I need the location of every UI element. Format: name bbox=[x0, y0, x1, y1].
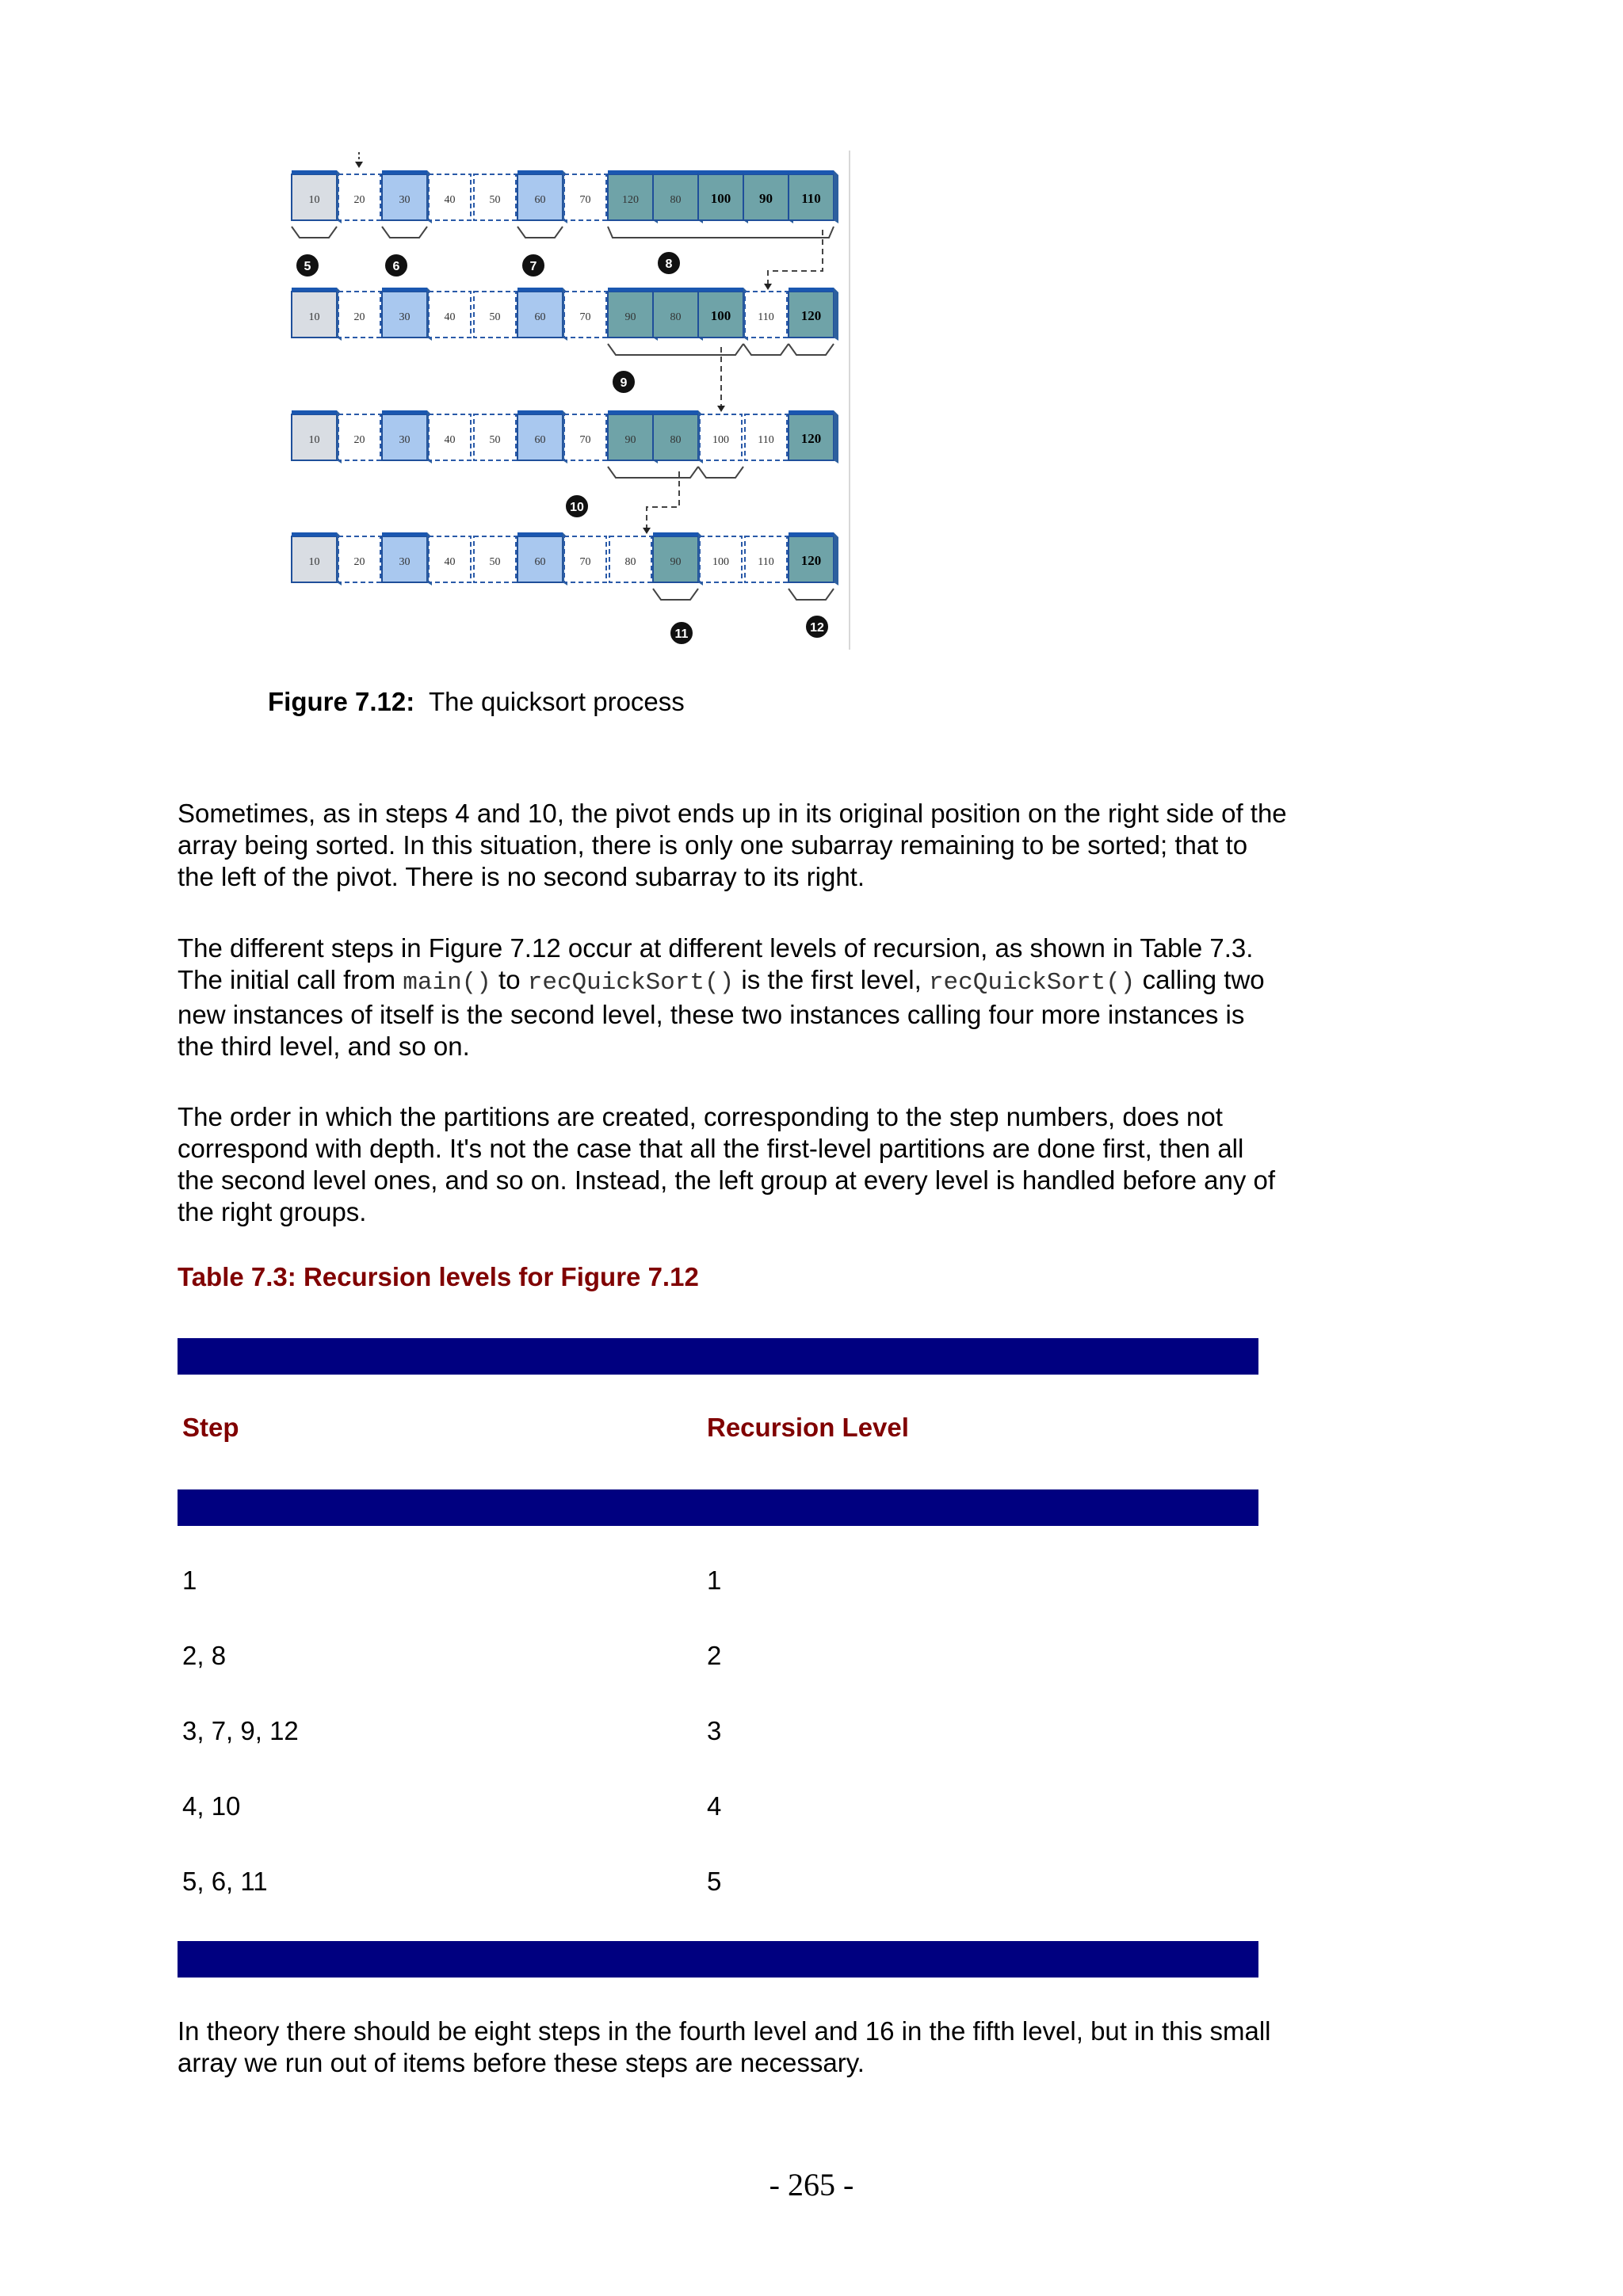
partition-bracket bbox=[789, 344, 834, 355]
cell-value: 50 bbox=[489, 311, 501, 323]
step-number: 5 bbox=[304, 260, 311, 273]
cell-value: 90 bbox=[624, 434, 636, 446]
cell-value: 20 bbox=[353, 311, 365, 323]
table-cell-step: 4, 10 bbox=[182, 1791, 241, 1821]
cell-value: 10 bbox=[308, 194, 320, 206]
cell-value: 70 bbox=[579, 556, 591, 568]
table-cell-level: 2 bbox=[707, 1641, 722, 1670]
array-cell-top bbox=[382, 410, 427, 414]
step-number: 6 bbox=[392, 260, 400, 273]
arrow-head bbox=[643, 528, 651, 534]
table-cell-level: 5 bbox=[707, 1867, 722, 1896]
cell-value: 70 bbox=[579, 434, 591, 446]
array-cell-side bbox=[834, 288, 838, 341]
cell-value: 120 bbox=[622, 194, 639, 206]
array-cell-top bbox=[292, 410, 337, 414]
cell-value: 80 bbox=[670, 434, 682, 446]
array-cell-top bbox=[292, 288, 337, 292]
table-title: Table 7.3: Recursion levels for Figure 7.12 bbox=[178, 1262, 699, 1291]
array-cell-top bbox=[743, 170, 789, 174]
partition-bracket bbox=[608, 227, 834, 238]
figure-caption bbox=[268, 687, 685, 717]
cell-value: 20 bbox=[353, 194, 365, 206]
figure-caption-text: The quicksort process bbox=[428, 687, 685, 716]
cell-value: 20 bbox=[353, 556, 365, 568]
array-cell-top bbox=[517, 288, 563, 292]
table-header-recursion-level: Recursion Level bbox=[707, 1413, 909, 1442]
cell-value: 80 bbox=[670, 311, 682, 323]
cell-value: 90 bbox=[670, 556, 682, 568]
cell-value: 30 bbox=[399, 194, 411, 206]
array-cell-top bbox=[517, 170, 563, 174]
array-cell-top bbox=[653, 410, 698, 414]
table-cell-step: 5, 6, 11 bbox=[182, 1867, 268, 1896]
paragraph-recursion-levels bbox=[178, 933, 1287, 1062]
step-number: 12 bbox=[810, 621, 824, 635]
array-cell-top bbox=[698, 170, 743, 174]
array-cell-top bbox=[789, 532, 834, 536]
partition-bracket bbox=[517, 227, 563, 238]
array-cell-top bbox=[382, 532, 427, 536]
quicksort-figure bbox=[285, 151, 856, 650]
array-cell-top bbox=[608, 410, 653, 414]
cell-value: 30 bbox=[399, 434, 411, 446]
code-recquicksort: recQuickSort() bbox=[527, 969, 735, 997]
cell-value: 100 bbox=[710, 191, 731, 206]
arrow-head bbox=[764, 284, 772, 290]
array-cell-top bbox=[517, 532, 563, 536]
step-number: 7 bbox=[529, 260, 537, 273]
step-number: 10 bbox=[570, 501, 584, 514]
array-cell-top bbox=[789, 170, 834, 174]
paragraph-text: calling two new instances of itself is the second level, these two instances calling four more instances is the third level, and so on. bbox=[178, 965, 1265, 1061]
cell-value: 90 bbox=[624, 311, 636, 323]
cell-value: 60 bbox=[534, 556, 546, 568]
cell-value: 50 bbox=[489, 194, 501, 206]
cell-value: 40 bbox=[444, 311, 456, 323]
table-header-step: Step bbox=[182, 1413, 239, 1442]
array-cell-top bbox=[292, 170, 337, 174]
partition-bracket bbox=[608, 344, 743, 355]
step-number: 11 bbox=[674, 627, 689, 641]
table-cell-level: 4 bbox=[707, 1791, 722, 1821]
paragraph-pivot-position: Sometimes, as in steps 4 and 10, the pivot ends up in its original position on the right side of the array being sorted. In this situation, there is only one subarray remaining to be sorted; that to the left of the pivot. There is no second subarray to its right. bbox=[178, 799, 1287, 891]
array-cell-side bbox=[834, 410, 838, 463]
paragraph-partition-order: The order in which the partitions are created, corresponding to the step numbers, does not correspond with depth. It's not the case that all the first-level partitions are done first, then all the second level ones, and so on. Instead, the left group at every level is handled before any of the right groups. bbox=[178, 1102, 1276, 1226]
array-cell-side bbox=[834, 170, 838, 223]
connector-arrow bbox=[647, 471, 679, 529]
cell-value: 120 bbox=[800, 553, 822, 568]
cell-value: 100 bbox=[712, 556, 729, 568]
cell-value: 10 bbox=[308, 434, 320, 446]
code-main: main() bbox=[403, 969, 491, 997]
step-number: 9 bbox=[620, 376, 628, 390]
cell-value: 20 bbox=[353, 434, 365, 446]
partition-bracket bbox=[292, 227, 337, 238]
array-cell-top bbox=[608, 288, 653, 292]
array-cell-top bbox=[517, 410, 563, 414]
cell-value: 60 bbox=[534, 194, 546, 206]
array-cell-top bbox=[789, 288, 834, 292]
cell-value: 60 bbox=[534, 434, 546, 446]
table-cell-step: 2, 8 bbox=[182, 1641, 227, 1670]
table-cell-step: 3, 7, 9, 12 bbox=[182, 1716, 299, 1745]
arrow-head bbox=[355, 162, 363, 168]
cell-value: 50 bbox=[489, 434, 501, 446]
cell-value: 30 bbox=[399, 311, 411, 323]
cell-value: 110 bbox=[801, 191, 821, 206]
array-cell-top bbox=[382, 170, 427, 174]
partition-bracket bbox=[382, 227, 427, 238]
table-cell-step: 1 bbox=[182, 1566, 197, 1595]
quicksort-diagram bbox=[285, 151, 856, 650]
array-cell-top bbox=[292, 532, 337, 536]
cell-value: 80 bbox=[670, 194, 682, 206]
partition-bracket bbox=[698, 467, 743, 478]
partition-bracket bbox=[743, 344, 789, 355]
code-recquicksort: recQuickSort() bbox=[928, 969, 1136, 997]
table-header-rule bbox=[178, 1489, 1258, 1526]
cell-value: 90 bbox=[759, 191, 773, 206]
figure-caption-label: Figure 7.12: bbox=[268, 687, 415, 716]
cell-value: 40 bbox=[444, 194, 456, 206]
cell-value: 80 bbox=[624, 556, 636, 568]
cell-value: 100 bbox=[712, 434, 729, 446]
cell-value: 110 bbox=[758, 556, 774, 568]
table-top-rule bbox=[178, 1338, 1258, 1375]
cell-value: 10 bbox=[308, 556, 320, 568]
array-cell-top bbox=[382, 288, 427, 292]
partition-bracket bbox=[653, 589, 698, 600]
paragraph-text: The different steps in Figure 7.12 occur at different levels of recursion, as shown in Table 7.3. The initial call from bbox=[178, 933, 1254, 994]
cell-value: 120 bbox=[800, 431, 822, 446]
table-cell-level: 3 bbox=[707, 1716, 722, 1745]
cell-value: 10 bbox=[308, 311, 320, 323]
array-cell-top bbox=[698, 288, 743, 292]
partition-bracket bbox=[789, 589, 834, 600]
array-cell-top bbox=[653, 532, 698, 536]
cell-value: 30 bbox=[399, 556, 411, 568]
cell-value: 110 bbox=[758, 434, 774, 446]
cell-value: 70 bbox=[579, 311, 591, 323]
paragraph-theory: In theory there should be eight steps in the fourth level and 16 in the fifth level, but in this small array we run out of items before these steps are necessary. bbox=[178, 2016, 1271, 2077]
cell-value: 110 bbox=[758, 311, 774, 323]
cell-value: 40 bbox=[444, 434, 456, 446]
paragraph-text: is the first level, bbox=[734, 965, 929, 994]
array-cell-top bbox=[789, 410, 834, 414]
cell-value: 120 bbox=[800, 308, 822, 323]
array-cell-side bbox=[834, 532, 838, 585]
cell-value: 70 bbox=[579, 194, 591, 206]
cell-value: 100 bbox=[710, 308, 731, 323]
array-cell-top bbox=[608, 170, 653, 174]
step-number: 8 bbox=[665, 257, 673, 271]
array-cell-top bbox=[653, 288, 698, 292]
cell-value: 40 bbox=[444, 556, 456, 568]
table-cell-level: 1 bbox=[707, 1566, 722, 1595]
cell-value: 50 bbox=[489, 556, 501, 568]
cell-value: 60 bbox=[534, 311, 546, 323]
partition-bracket bbox=[608, 467, 698, 478]
paragraph-text: to bbox=[491, 965, 528, 994]
page-number: - 265 - bbox=[769, 2167, 854, 2203]
array-cell-top bbox=[653, 170, 698, 174]
table-bottom-rule bbox=[178, 1941, 1258, 1978]
arrow-head bbox=[717, 406, 725, 412]
